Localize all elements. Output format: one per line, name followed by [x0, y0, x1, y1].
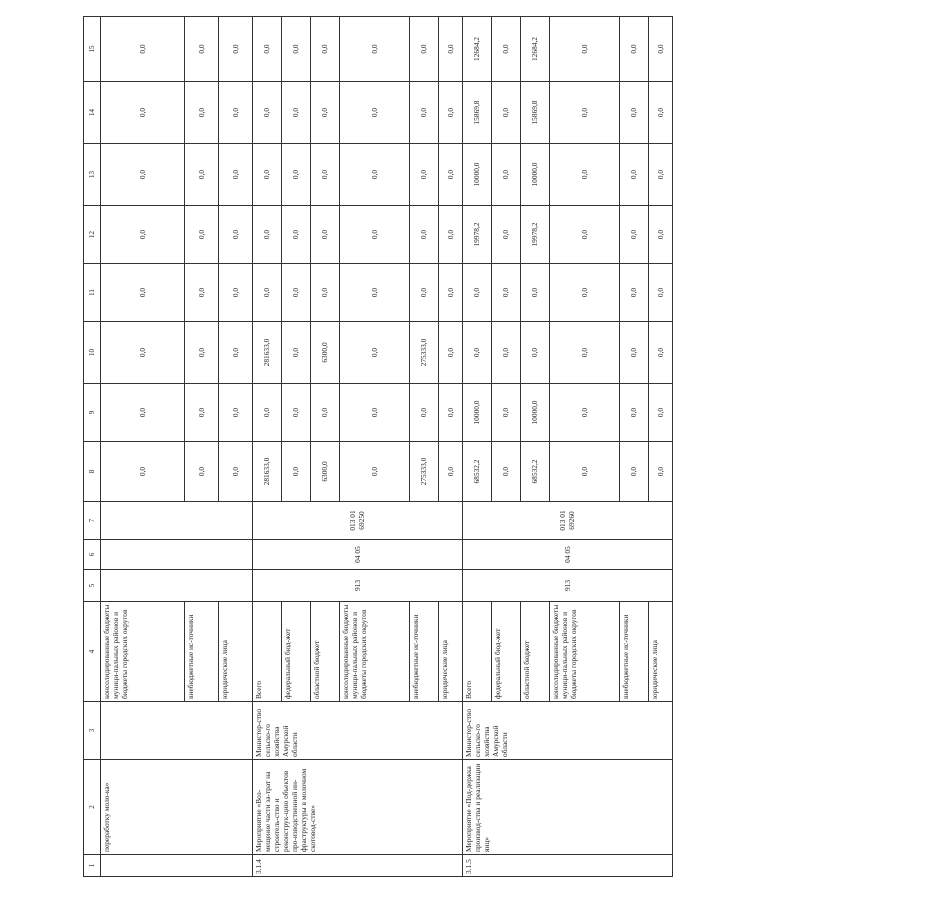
value-cell: 0,0 [619, 384, 648, 442]
value-cell: 0,0 [339, 384, 409, 442]
funding-source: юридические лица [648, 602, 672, 702]
value-cell: 12684,2 [520, 17, 549, 82]
value-cell: 0,0 [409, 82, 438, 144]
value-cell: 0,0 [185, 322, 219, 384]
value-cell: 0,0 [219, 384, 253, 442]
column-header: 14 [84, 82, 101, 144]
csr-code: 013 01 69260 [462, 502, 672, 540]
table-row [100, 17, 184, 877]
value-cell: 0,0 [409, 206, 438, 264]
value-cell: 0,0 [100, 384, 184, 442]
value-cell: 0,0 [438, 384, 462, 442]
value-cell: 0,0 [438, 17, 462, 82]
value-cell: 0,0 [491, 206, 520, 264]
value-cell: 10000,0 [520, 144, 549, 206]
value-cell: 281633,0 [252, 322, 281, 384]
rzpr-code: 04 05 [462, 540, 672, 570]
value-cell: 0,0 [648, 206, 672, 264]
funding-source: внебюджетные ис-точники [409, 602, 438, 702]
value-cell: 0,0 [619, 82, 648, 144]
funding-source: юридические лица [219, 602, 253, 702]
activity-name: Мероприятие «Под-держка производ-ства и реализации яиц» [462, 760, 672, 855]
row-number: 3.1.4 [252, 855, 462, 877]
funding-source: внебюджетные ис-точники [185, 602, 219, 702]
value-cell: 0,0 [462, 264, 491, 322]
value-cell: 0,0 [619, 17, 648, 82]
executor: Министер-ство сельско-го хозяйства Амурской области [252, 702, 462, 760]
funding-source: юридические лица [438, 602, 462, 702]
value-cell: 0,0 [549, 322, 619, 384]
value-cell: 0,0 [549, 17, 619, 82]
value-cell: 0,0 [281, 144, 310, 206]
column-header: 10 [84, 322, 101, 384]
value-cell: 0,0 [491, 17, 520, 82]
value-cell: 0,0 [648, 17, 672, 82]
value-cell: 0,0 [310, 144, 339, 206]
value-cell: 0,0 [339, 82, 409, 144]
value-cell: 0,0 [648, 82, 672, 144]
value-cell: 10000,0 [462, 144, 491, 206]
value-cell: 68532,2 [520, 442, 549, 502]
value-cell: 0,0 [310, 82, 339, 144]
value-cell: 0,0 [409, 264, 438, 322]
value-cell: 0,0 [252, 82, 281, 144]
value-cell: 0,0 [438, 264, 462, 322]
value-cell: 0,0 [339, 322, 409, 384]
column-header: 2 [84, 760, 101, 855]
funding-source: консолидированные бюджеты муници-пальных районов и бюджеты городских округов [100, 602, 184, 702]
value-cell: 0,0 [185, 384, 219, 442]
value-cell: 0,0 [339, 17, 409, 82]
value-cell: 0,0 [438, 206, 462, 264]
value-cell: 0,0 [252, 384, 281, 442]
executor [100, 702, 252, 760]
value-cell: 0,0 [219, 322, 253, 384]
value-cell: 0,0 [281, 322, 310, 384]
value-cell: 0,0 [549, 442, 619, 502]
value-cell: 0,0 [252, 206, 281, 264]
value-cell: 0,0 [339, 442, 409, 502]
value-cell: 0,0 [549, 82, 619, 144]
table-row [252, 17, 281, 877]
value-cell: 0,0 [549, 206, 619, 264]
funding-source: федеральный бюд-жет [491, 602, 520, 702]
activity-name: Мероприятие «Воз-мещение части за-трат на строитель-ство и реконструк-цию объектов про-изводственной ин-фраструктуры в молочном скотовод-стве» [252, 760, 462, 855]
value-cell: 0,0 [100, 322, 184, 384]
funding-source: консолидированные бюджеты муници-пальных районов и бюджеты городских округов [549, 602, 619, 702]
grbs-code: 913 [252, 570, 462, 602]
value-cell: 68532,2 [462, 442, 491, 502]
value-cell: 0,0 [100, 17, 184, 82]
value-cell: 0,0 [100, 264, 184, 322]
grbs-code [100, 570, 252, 602]
value-cell: 0,0 [219, 264, 253, 322]
value-cell: 281633,0 [252, 442, 281, 502]
value-cell: 0,0 [619, 442, 648, 502]
value-cell: 0,0 [491, 322, 520, 384]
value-cell: 275333,0 [409, 442, 438, 502]
header-row [84, 17, 101, 877]
column-header: 4 [84, 602, 101, 702]
value-cell: 0,0 [491, 442, 520, 502]
executor: Министер-ство сельско-го хозяйства Амурской области [462, 702, 672, 760]
table-body [84, 17, 673, 877]
value-cell: 0,0 [281, 17, 310, 82]
value-cell: 0,0 [491, 144, 520, 206]
value-cell: 0,0 [219, 82, 253, 144]
column-header: 8 [84, 442, 101, 502]
grbs-code: 913 [462, 570, 672, 602]
value-cell: 0,0 [281, 82, 310, 144]
value-cell: 0,0 [339, 206, 409, 264]
column-header: 3 [84, 702, 101, 760]
value-cell: 0,0 [252, 144, 281, 206]
value-cell: 0,0 [648, 264, 672, 322]
value-cell: 0,0 [619, 144, 648, 206]
value-cell: 0,0 [462, 322, 491, 384]
value-cell: 0,0 [648, 442, 672, 502]
value-cell: 0,0 [219, 442, 253, 502]
value-cell: 0,0 [185, 264, 219, 322]
value-cell: 0,0 [185, 82, 219, 144]
funding-source: консолидированные бюджеты муници-пальных районов и бюджеты городских округов [339, 602, 409, 702]
value-cell: 6300,0 [310, 442, 339, 502]
column-header: 12 [84, 206, 101, 264]
activity-name: переработку моло-ка» [100, 760, 252, 855]
value-cell: 0,0 [491, 264, 520, 322]
value-cell: 0,0 [409, 144, 438, 206]
column-header: 15 [84, 17, 101, 82]
value-cell: 0,0 [438, 322, 462, 384]
csr-code [100, 502, 252, 540]
value-cell: 6300,0 [310, 322, 339, 384]
value-cell: 0,0 [310, 264, 339, 322]
value-cell: 0,0 [409, 384, 438, 442]
value-cell: 10000,0 [462, 384, 491, 442]
value-cell: 0,0 [219, 144, 253, 206]
value-cell: 0,0 [438, 82, 462, 144]
budget-table [83, 16, 673, 877]
value-cell: 0,0 [491, 384, 520, 442]
value-cell: 0,0 [549, 144, 619, 206]
value-cell: 0,0 [310, 206, 339, 264]
funding-source: областной бюджет [310, 602, 339, 702]
value-cell: 0,0 [310, 17, 339, 82]
csr-code: 013 01 69250 [252, 502, 462, 540]
funding-source: Всего [462, 602, 491, 702]
value-cell: 0,0 [619, 264, 648, 322]
value-cell: 0,0 [281, 206, 310, 264]
rotated-table-container [83, 36, 943, 877]
value-cell: 0,0 [100, 82, 184, 144]
value-cell: 0,0 [185, 17, 219, 82]
value-cell: 0,0 [339, 144, 409, 206]
value-cell: 0,0 [438, 144, 462, 206]
funding-source: Всего [252, 602, 281, 702]
funding-source: внебюджетные ис-точники [619, 602, 648, 702]
value-cell: 12684,2 [462, 17, 491, 82]
column-header: 9 [84, 384, 101, 442]
value-cell: 0,0 [185, 144, 219, 206]
value-cell: 0,0 [100, 442, 184, 502]
rzpr-code [100, 540, 252, 570]
value-cell: 0,0 [252, 17, 281, 82]
value-cell: 0,0 [438, 442, 462, 502]
rzpr-code: 04 05 [252, 540, 462, 570]
column-header: 7 [84, 502, 101, 540]
value-cell: 15869,8 [520, 82, 549, 144]
value-cell: 0,0 [219, 17, 253, 82]
value-cell: 0,0 [409, 17, 438, 82]
value-cell: 0,0 [310, 384, 339, 442]
value-cell: 0,0 [549, 264, 619, 322]
value-cell: 0,0 [491, 82, 520, 144]
value-cell: 0,0 [281, 384, 310, 442]
value-cell: 15869,8 [462, 82, 491, 144]
value-cell: 0,0 [648, 322, 672, 384]
column-header: 6 [84, 540, 101, 570]
row-number [100, 855, 252, 877]
value-cell: 0,0 [185, 206, 219, 264]
value-cell: 0,0 [648, 144, 672, 206]
value-cell: 19978,2 [462, 206, 491, 264]
value-cell: 0,0 [520, 264, 549, 322]
column-header: 13 [84, 144, 101, 206]
value-cell: 0,0 [219, 206, 253, 264]
value-cell: 0,0 [185, 442, 219, 502]
value-cell: 0,0 [281, 264, 310, 322]
funding-source: областной бюджет [520, 602, 549, 702]
value-cell: 0,0 [339, 264, 409, 322]
value-cell: 0,0 [281, 442, 310, 502]
column-header: 1 [84, 855, 101, 877]
value-cell: 0,0 [619, 322, 648, 384]
funding-source: федеральный бюд-жет [281, 602, 310, 702]
value-cell: 0,0 [619, 206, 648, 264]
value-cell: 0,0 [252, 264, 281, 322]
column-header: 11 [84, 264, 101, 322]
value-cell: 0,0 [648, 384, 672, 442]
value-cell: 0,0 [520, 322, 549, 384]
value-cell: 10000,0 [520, 384, 549, 442]
table-row [462, 17, 491, 877]
column-header: 5 [84, 570, 101, 602]
row-number: 3.1.5 [462, 855, 672, 877]
value-cell: 0,0 [549, 384, 619, 442]
value-cell: 19978,2 [520, 206, 549, 264]
value-cell: 0,0 [100, 144, 184, 206]
value-cell: 0,0 [100, 206, 184, 264]
value-cell: 275333,0 [409, 322, 438, 384]
